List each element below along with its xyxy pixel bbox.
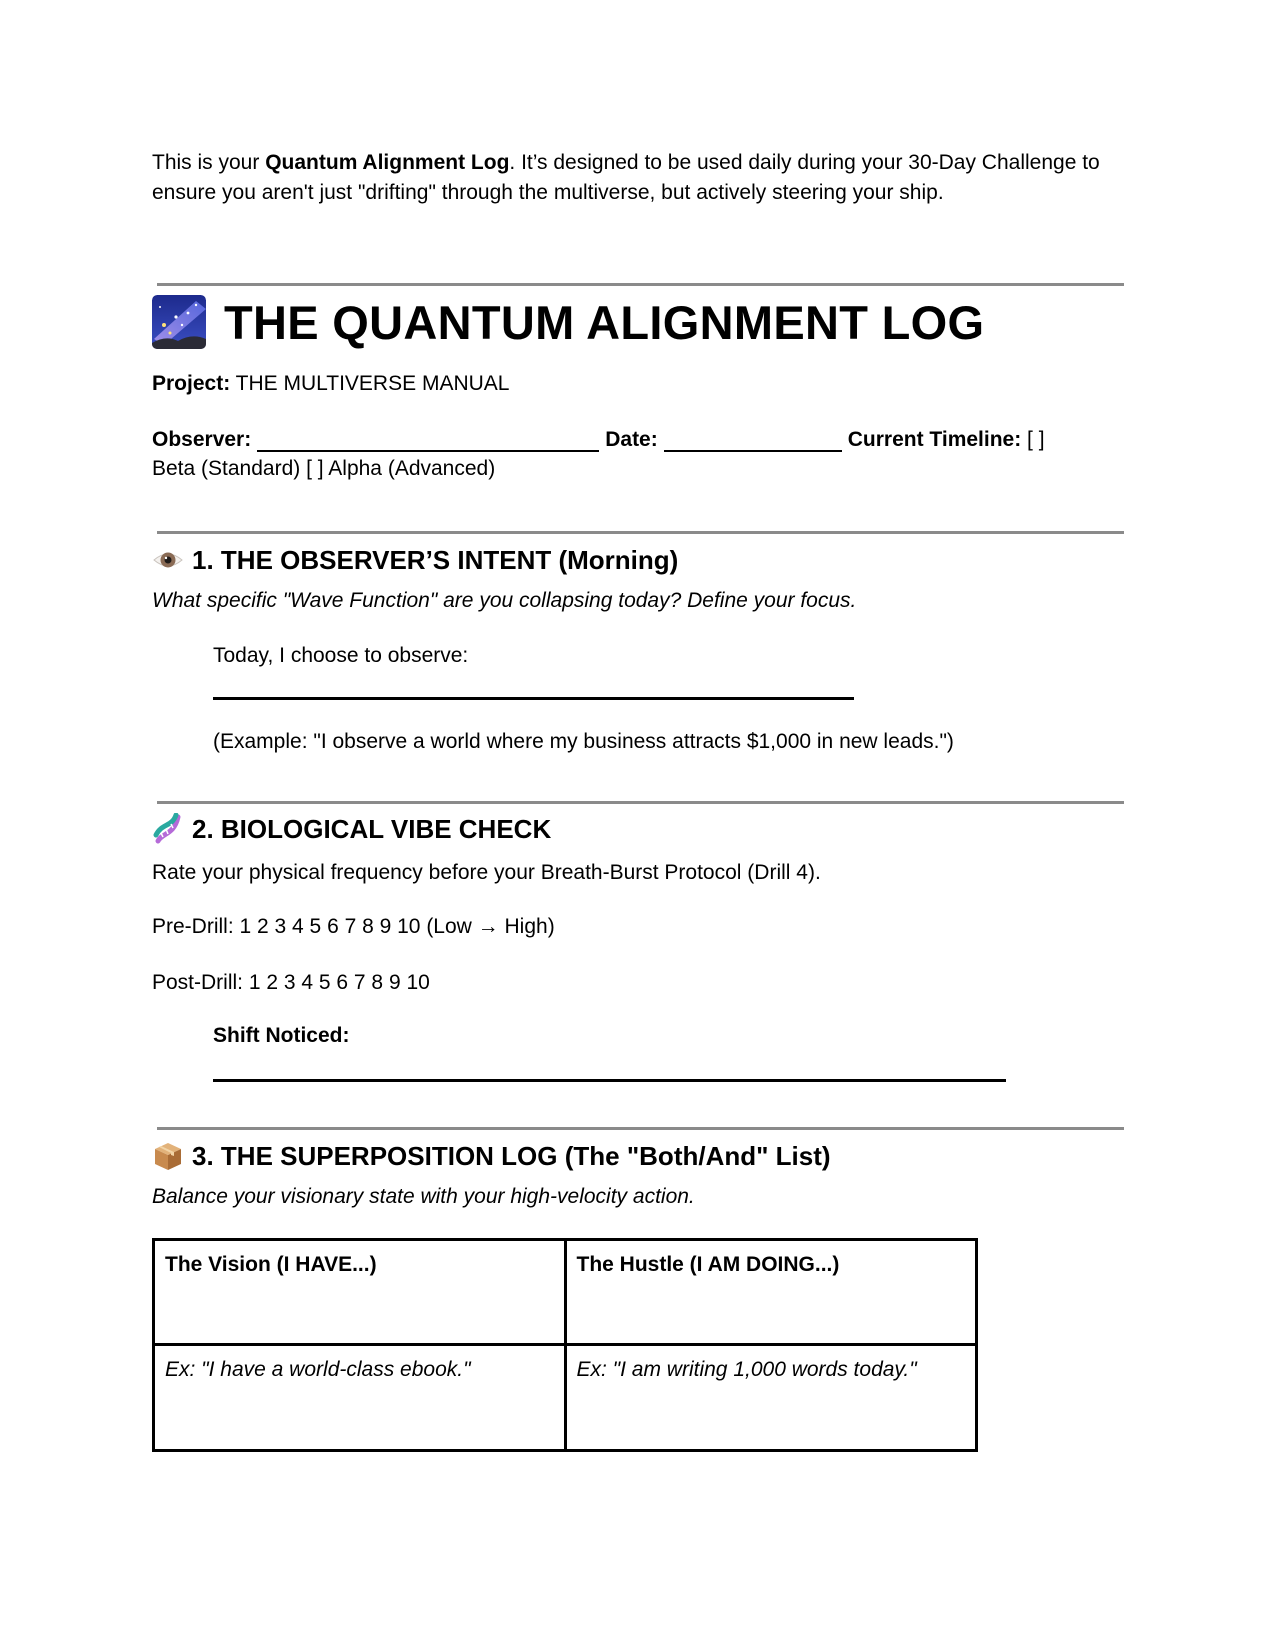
intro-bold-title: Quantum Alignment Log: [265, 151, 510, 174]
timeline-label: Current Timeline:: [847, 428, 1022, 451]
vision-example-cell[interactable]: Ex: "I have a world-class ebook.": [154, 1345, 566, 1451]
timeline-beta-label: Beta (Standard): [152, 457, 301, 480]
observe-prompt: Today, I choose to observe:: [213, 644, 469, 667]
superposition-table: [152, 1238, 978, 1452]
table-row: [154, 1345, 977, 1451]
section-2-subtitle: Rate your physical frequency before your Breath-Burst Protocol (Drill 4).: [152, 861, 821, 884]
observer-label: Observer:: [152, 428, 252, 451]
divider: [157, 801, 1124, 804]
shift-noticed-line[interactable]: [213, 1079, 1006, 1082]
dna-icon: [152, 813, 192, 845]
observer-field[interactable]: [257, 430, 599, 452]
section-2-heading: [152, 812, 551, 846]
timeline-alpha-checkbox[interactable]: [ ]: [300, 457, 329, 480]
divider: [157, 531, 1124, 534]
pre-drill-scale[interactable]: Pre-Drill: 1 2 3 4 5 6 7 8 9 10 (Low → High): [152, 915, 555, 938]
package-icon: [152, 1140, 192, 1172]
section-1-subtitle: What specific "Wave Function" are you collapsing today? Define your focus.: [152, 589, 857, 612]
timeline-options-line: [152, 457, 495, 481]
divider: [157, 283, 1124, 286]
vision-header-cell[interactable]: The Vision (I HAVE...): [154, 1240, 566, 1345]
shift-noticed-label: Shift Noticed:: [213, 1024, 350, 1047]
page-title-row: [152, 292, 984, 352]
intro-suffix: . It’s designed to be used daily during your 30-Day Challenge to ensure you aren't just "drifting" through the multiverse, but actively steering your ship.: [152, 151, 1100, 204]
date-field[interactable]: [664, 430, 842, 452]
section-1-title: 1. THE OBSERVER’S INTENT (Morning): [192, 544, 679, 575]
hustle-header-cell[interactable]: The Hustle (I AM DOING...): [565, 1240, 977, 1345]
timeline-alpha-label: Alpha (Advanced): [328, 457, 496, 480]
section-3-subtitle: Balance your visionary state with your high-velocity action.: [152, 1185, 695, 1208]
section-1-heading: [152, 543, 678, 577]
table-header-row: [154, 1240, 977, 1345]
milky-way-icon: [152, 295, 206, 349]
observe-example: (Example: "I observe a world where my business attracts $1,000 in new leads."): [213, 730, 954, 753]
eye-icon: [152, 544, 192, 576]
intro-prefix: This is your: [152, 151, 266, 174]
timeline-beta-checkbox[interactable]: [ ]: [1021, 428, 1045, 451]
project-value: THE MULTIVERSE MANUAL: [230, 372, 510, 395]
project-label: Project:: [152, 372, 231, 395]
divider: [157, 1127, 1124, 1130]
observer-date-timeline-line: [152, 428, 1045, 452]
page-title: THE QUANTUM ALIGNMENT LOG: [224, 295, 985, 349]
project-line: [152, 372, 509, 396]
intro-paragraph: [152, 148, 1112, 208]
section-2-title: 2. BIOLOGICAL VIBE CHECK: [192, 813, 552, 844]
section-3-title: 3. THE SUPERPOSITION LOG (The "Both/And" List): [192, 1140, 831, 1171]
hustle-example-cell[interactable]: Ex: "I am writing 1,000 words today.": [565, 1345, 977, 1451]
observe-answer-line[interactable]: [213, 697, 854, 700]
post-drill-scale[interactable]: Post-Drill: 1 2 3 4 5 6 7 8 9 10: [152, 971, 430, 994]
section-3-heading: [152, 1139, 831, 1173]
date-label: Date:: [605, 428, 658, 451]
